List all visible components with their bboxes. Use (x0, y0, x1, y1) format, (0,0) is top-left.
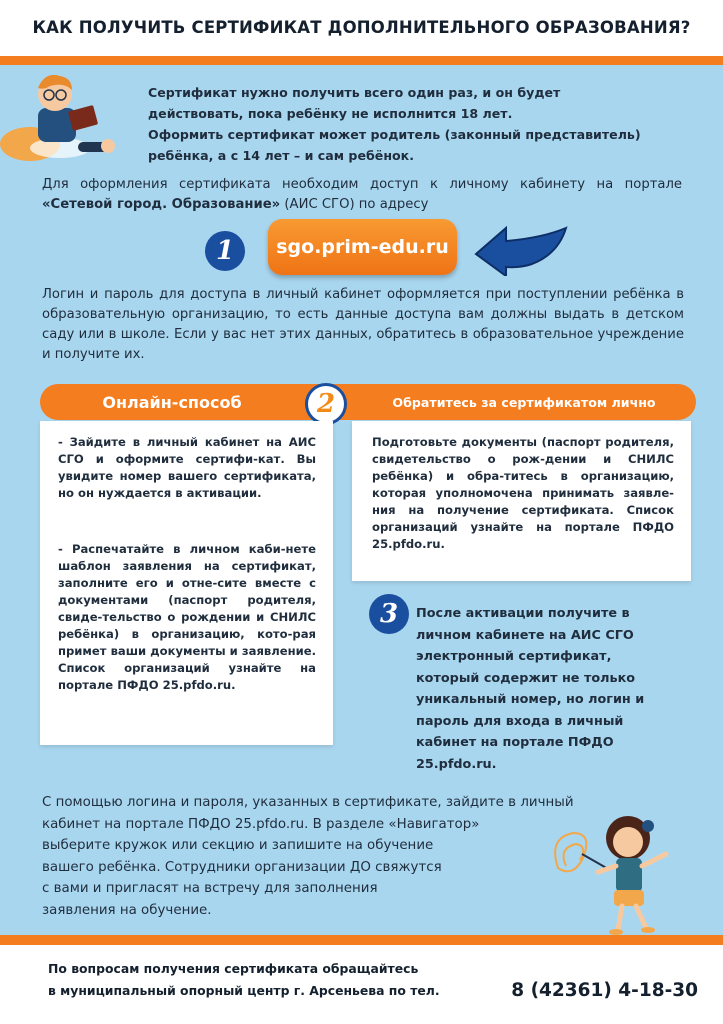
final-line: выберите кружок или секцию и запишите на обучение (42, 838, 434, 853)
contact-phone[interactable]: 8 (42361) 4-18-30 (511, 980, 698, 1001)
intro-text (148, 82, 718, 166)
access-paragraph (42, 175, 682, 215)
step-3-line: уникальный номер, но логин и (416, 692, 645, 707)
in-person-method-label: Обратитесь за сертификатом лично (392, 394, 656, 410)
step-3-line: кабинет на портале ПФДО (416, 735, 614, 750)
step-3-line: 25.pfdo.ru. (416, 756, 497, 772)
step-3-line: личном кабинете на АИС СГО (416, 627, 634, 643)
step-3-text (416, 603, 706, 775)
arrow-left-icon (472, 224, 570, 276)
online-method-label: Онлайн-способ (102, 392, 242, 412)
access-after: (АИС СГО) по адресу (280, 197, 429, 212)
step-3-line: который содержит не только (416, 670, 636, 686)
online-step-text: - Зайдите в личный кабинет на АИС СГО и оформите сертифи-кат. Вы увидите номер вашего сертификата, но он нуждается в активации. (58, 435, 316, 500)
step-3-badge: 3 (369, 594, 409, 634)
final-line: С помощью логина и пароля, указанных в сертификате, зайдите в личный (42, 795, 574, 810)
access-before: Для оформления сертификата необходим доступ к личному кабинету на портале (42, 177, 682, 192)
step-1-badge: 1 (205, 231, 245, 271)
final-line: вашего ребёнка. Сотрудники организации ДО свяжутся (42, 859, 442, 875)
final-line: с вами и пригласят на встречу для заполнения (42, 881, 378, 896)
step-3-line: электронный сертификат, (416, 649, 612, 664)
step-3-line: После активации получите в (416, 606, 630, 621)
boy-reading-book-illustration (0, 66, 135, 166)
header-accent-bar (0, 56, 723, 65)
final-line: заявления на обучение. (42, 902, 212, 918)
girl-with-ribbon-illustration (548, 808, 688, 938)
step-2-badge: 2 (305, 383, 347, 425)
footer-contact-text (48, 958, 498, 1002)
portal-name: «Сетевой город. Образование» (42, 197, 281, 212)
footer-accent-bar (0, 935, 723, 945)
intro-line: ребёнка, а с 14 лет – и сам ребёнок. (148, 148, 415, 163)
intro-line: Сертификат нужно получить всего один раз, и он будет (148, 85, 561, 100)
footer-line: в муниципальный опорный центр г. Арсеньева по тел. (48, 983, 440, 998)
login-info-paragraph: Логин и пароль для доступа в личный кабинет оформляется при поступлении ребёнка в образовательную организацию, то есть данные доступа вам должны выдать в детском саду или в школе. Если у вас нет этих данных, обратитесь в образовательное учреждение и получите их. (42, 287, 684, 362)
intro-line: Оформить сертификат может родитель (законный представитель) (148, 127, 641, 142)
intro-line: действовать, пока ребёнку не исполнится 18 лет. (148, 106, 513, 121)
step-3-line: пароль для входа в личный (416, 713, 624, 729)
final-line: кабинет на портале ПФДО 25.pfdo.ru. В разделе «Навигатор» (42, 816, 480, 832)
portal-url-button[interactable]: sgo.prim-edu.ru (268, 219, 457, 275)
footer-line: По вопросам получения сертификата обращайтесь (48, 961, 419, 976)
page-title: КАК ПОЛУЧИТЬ СЕРТИФИКАТ ДОПОЛНИТЕЛЬНОГО ОБРАЗОВАНИЯ? (32, 18, 691, 37)
in-person-step-text: Подготовьте документы (паспорт родителя, свидетельство о рож-дении и СНИЛС ребёнка) и обра-титесь в организацию, которая уполномочена принимать заявле-ния на получение сертификата. Список организаций узнайте на портале ПФДО 25.pfdo.ru. (372, 435, 674, 551)
online-step-text: - Распечатайте в личном каби-нете шаблон заявления на сертификат, заполните его и отне-сите вместе с документами (паспорт родителя, свиде-тельство о рождении и СНИЛС ребёнка) в организацию, кото-рая примет ваши документы и заявление. Список организаций узнайте на портале ПФДО 25.pfdo.ru. (58, 542, 316, 692)
